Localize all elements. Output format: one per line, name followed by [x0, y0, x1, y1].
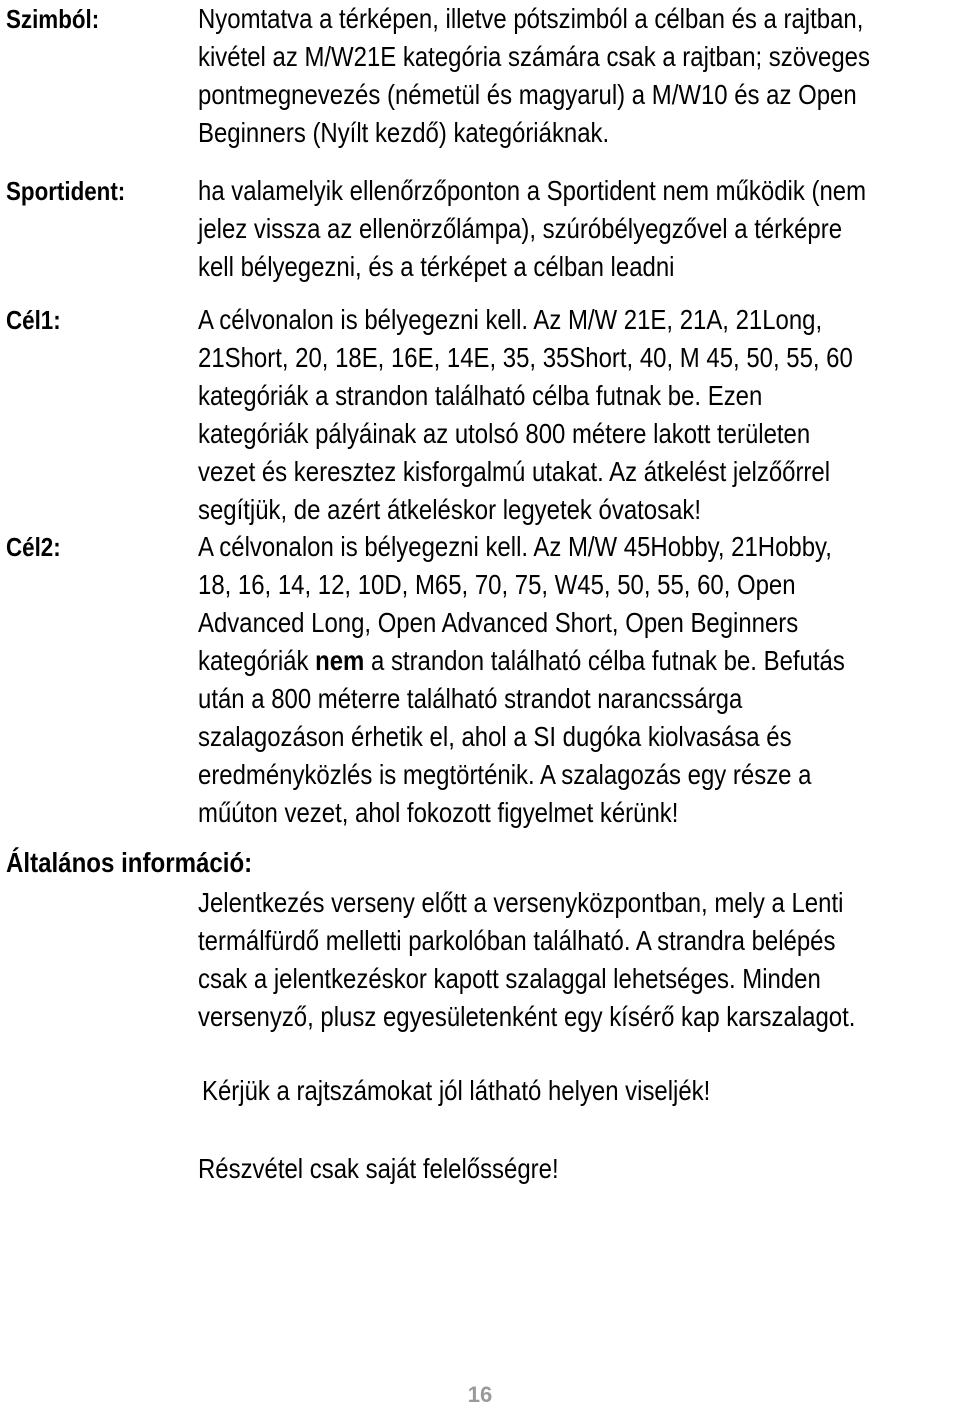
text-line: A célvonalon is bélyegezni kell. Az M/W 45Hobby, 21Hobby, [198, 531, 832, 562]
text-line: Advanced Long, Open Advanced Short, Open Beginners [198, 607, 799, 638]
text-line: versenyző, plusz egyesületenként egy kísérő kap karszalagot. [198, 1001, 856, 1032]
text-line: jelez vissza az ellenörzőlámpa), szúróbélyegzővel a térképre [198, 213, 843, 244]
text-line: kategóriák a strandon található célba futnak be. Ezen [198, 380, 763, 411]
label-szimbol: Szimból: [6, 4, 100, 34]
text-line: műúton vezet, ahol fokozott figyelmet kérünk! [198, 797, 679, 828]
text-line: után a 800 méterre található strandot narancssárga [198, 683, 743, 714]
text-line: szalagozáson érhetik el, ahol a SI dugóka kiolvasása és [198, 721, 792, 752]
text-line: kivétel az M/W21E kategória számára csak a rajtban; szöveges [198, 41, 870, 72]
text-line: pontmegnevezés (németül és magyarul) a M/W10 és az Open [198, 79, 857, 110]
text-line: Nyomtatva a térképen, illetve pótszimból a célban és a rajtban, [198, 3, 864, 34]
label-cel2: Cél2: [6, 532, 61, 562]
text-line: ha valamelyik ellenőrzőponton a Sportident nem működik (nem [198, 175, 867, 206]
text-line: termálfürdő melletti parkolóban található. A strandra belépés [198, 925, 836, 956]
text-szimbol [198, 0, 950, 152]
text-fragment: kategóriák [198, 645, 316, 676]
page-number: 16 [467, 1382, 493, 1407]
label-sportident: Sportident: [6, 176, 126, 206]
text-line: segítjük, de azért átkeléskor legyetek óvatosak! [198, 494, 702, 525]
bib-notice: Kérjük a rajtszámokat jól látható helyen viseljék! [202, 1075, 711, 1106]
text-line: vezet és keresztez kisforgalmú utakat. Az átkelést jelzőőrrel [198, 456, 831, 487]
responsibility-notice: Részvétel csak saját felelősségre! [198, 1153, 559, 1184]
text-line: kell bélyegezni, és a térképet a célban leadni [198, 251, 675, 282]
text-cel2 [198, 528, 950, 832]
emphasis-nem: nem [315, 645, 365, 676]
text-fragment: a strandon található célba futnak be. Befutás [364, 645, 845, 676]
text-general-info [198, 884, 950, 1036]
text-line: 21Short, 20, 18E, 16E, 14E, 35, 35Short, 40, M 45, 50, 55, 60 [198, 342, 853, 373]
text-line [198, 642, 950, 680]
text-line: csak a jelentkezéskor kapott szalaggal lehetséges. Minden [198, 963, 821, 994]
label-cel1: Cél1: [6, 305, 61, 335]
general-info-heading: Általános információ: [6, 847, 253, 878]
text-line: 18, 16, 14, 12, 10D, M65, 70, 75, W45, 50, 55, 60, Open [198, 569, 796, 600]
text-sportident [198, 172, 950, 286]
text-line: Beginners (Nyílt kezdő) kategóriáknak. [198, 117, 610, 148]
text-cel1 [198, 301, 950, 529]
text-line: eredményközlés is megtörténik. A szalagozás egy része a [198, 759, 812, 790]
text-line: kategóriák pályáinak az utolsó 800 métere lakott területen [198, 418, 811, 449]
text-line: Jelentkezés verseny előtt a versenyközpontban, mely a Lenti [198, 887, 844, 918]
text-line: A célvonalon is bélyegezni kell. Az M/W 21E, 21A, 21Long, [198, 304, 823, 335]
